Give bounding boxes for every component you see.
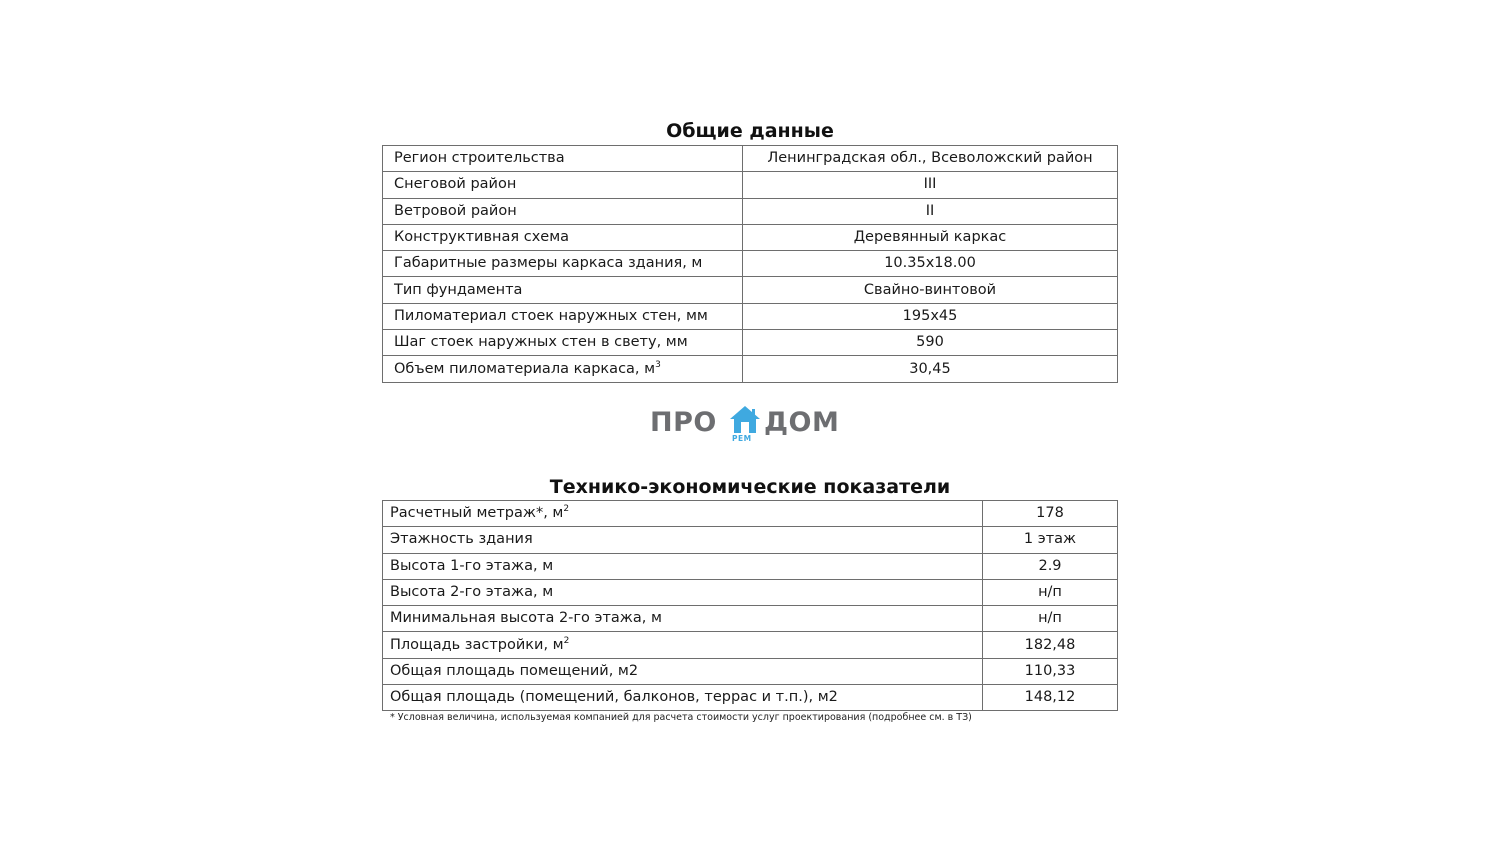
row-value: 10.35х18.00 [743,251,1118,277]
row-value: 2.9 [983,553,1118,579]
logo-text-right: ДОМ [764,407,840,438]
table-row [383,251,1118,277]
row-value: 590 [743,330,1118,356]
table-row [383,356,1118,382]
table-row [383,685,1118,711]
row-label: Этажность здания [383,527,983,553]
row-label: Регион строительства [383,146,743,172]
table-row [383,303,1118,329]
row-value: III [743,172,1118,198]
table-row [383,330,1118,356]
footnote: * Условная величина, используемая компанией для расчета стоимости услуг проектирования (подробнее см. в ТЗ) [390,712,972,723]
superscript: 2 [563,635,570,646]
row-label [383,632,983,658]
logo-text-left: ПРО [650,407,717,438]
table-row [383,224,1118,250]
row-label: Общая площадь (помещений, балконов, террас и т.п.), м2 [383,685,983,711]
row-value: II [743,198,1118,224]
row-label [383,501,983,527]
table-row [383,553,1118,579]
table-row [383,146,1118,172]
table-row [383,501,1118,527]
row-value: 195х45 [743,303,1118,329]
row-label: Высота 1-го этажа, м [383,553,983,579]
row-label: Снеговой район [383,172,743,198]
row-value: н/п [983,579,1118,605]
table-row [383,632,1118,658]
table-row [383,527,1118,553]
row-value: Деревянный каркас [743,224,1118,250]
general-data-table [382,145,1118,383]
logo-subtext: РЕМ [732,434,752,443]
row-value: 30,45 [743,356,1118,382]
row-value: Ленинградская обл., Всеволожский район [743,146,1118,172]
row-label-text: Объем пиломатериала каркаса, м [394,360,656,377]
table-row [383,277,1118,303]
table-row [383,606,1118,632]
tech-indicators-table [382,500,1118,711]
row-label: Пиломатериал стоек наружных стен, мм [383,303,743,329]
row-label-text: Площадь застройки, м [390,636,564,653]
row-value: н/п [983,606,1118,632]
table-row [383,172,1118,198]
row-label: Высота 2-го этажа, м [383,579,983,605]
row-label: Ветровой район [383,198,743,224]
row-label: Шаг стоек наружных стен в свету, мм [383,330,743,356]
superscript: 2 [563,504,570,515]
table-row [383,198,1118,224]
row-value: 110,33 [983,658,1118,684]
row-label: Тип фундамента [383,277,743,303]
row-value: 182,48 [983,632,1118,658]
house-icon [728,404,762,438]
row-label: Габаритные размеры каркаса здания, м [383,251,743,277]
row-label [383,356,743,382]
row-label: Конструктивная схема [383,224,743,250]
row-value: 148,12 [983,685,1118,711]
tech-indicators-title: Технико-экономические показатели [549,476,951,498]
general-data-title: Общие данные [666,120,834,142]
row-label: Минимальная высота 2-го этажа, м [383,606,983,632]
row-label-text: Расчетный метраж*, м [390,505,564,522]
row-value: Свайно-винтовой [743,277,1118,303]
superscript: 3 [655,359,661,370]
row-label: Общая площадь помещений, м2 [383,658,983,684]
company-logo [650,401,850,447]
row-value: 178 [983,501,1118,527]
row-value: 1 этаж [983,527,1118,553]
table-row [383,658,1118,684]
table-row [383,579,1118,605]
